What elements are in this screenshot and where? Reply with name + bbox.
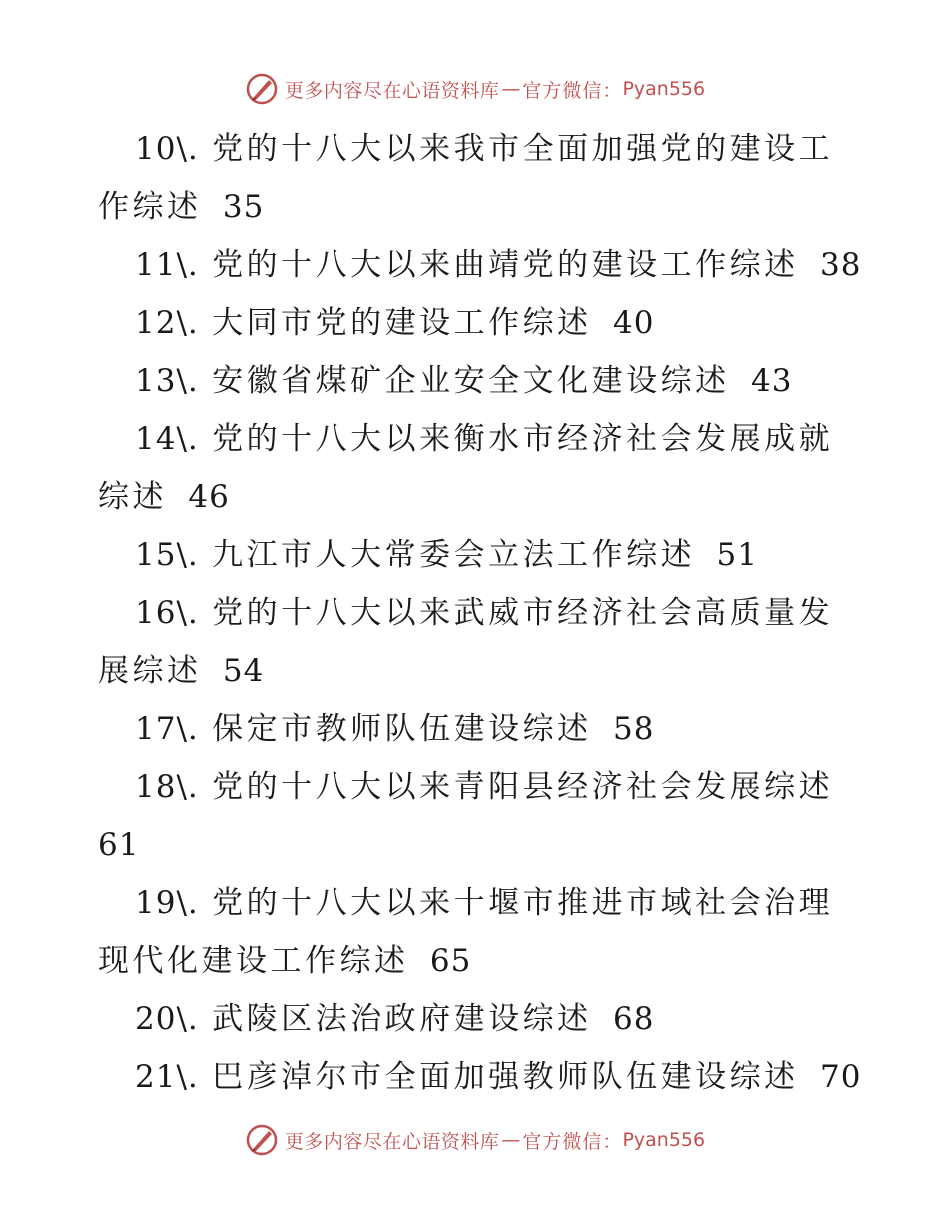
entry-page-number: 61	[98, 827, 140, 863]
entry-title: 党的十八大以来武威市经济社会高质量发	[212, 595, 834, 631]
entry-page-number: 70	[819, 1059, 862, 1095]
quill-pen-logo-icon	[245, 72, 279, 106]
toc-entry-19-continued	[0, 932, 471, 990]
entry-title: 党的十八大以来青阳县经济社会发展综述	[212, 769, 834, 805]
toc-entry-21	[0, 1048, 861, 1106]
entry-title: 安徽省煤矿企业安全文化建设综述	[212, 363, 730, 399]
entry-page-number: 68	[612, 1001, 655, 1037]
entry-number: 17\.	[135, 711, 199, 747]
footer-watermark	[0, 1122, 950, 1158]
entry-title: 党的十八大以来十堰市推进市域社会治理	[212, 885, 834, 921]
entry-number: 13\.	[135, 363, 199, 399]
toc-entry-10-continued	[0, 178, 264, 236]
entry-title: 党的十八大以来衡水市经济社会发展成就	[212, 421, 834, 457]
entry-title: 大同市党的建设工作综述	[212, 305, 592, 341]
toc-entry-18-continued	[0, 816, 139, 874]
entry-number: 14\.	[135, 421, 199, 457]
entry-title-continued: 展综述	[98, 653, 202, 689]
entry-number: 18\.	[135, 769, 199, 805]
watermark-official-label: 官方微信：	[522, 1130, 623, 1153]
entry-title: 党的十八大以来曲靖党的建设工作综述	[212, 247, 799, 283]
entry-page-number: 58	[612, 711, 655, 747]
watermark-separator: —	[501, 1129, 521, 1151]
entry-page-number: 40	[612, 305, 655, 341]
entry-title-continued: 综述	[98, 479, 167, 515]
watermark-site-text: 更多内容尽在心语资料库	[284, 79, 500, 102]
toc-entry-13	[0, 352, 792, 410]
entry-number: 21\.	[135, 1059, 199, 1095]
watermark-official-label: 官方微信：	[522, 79, 623, 102]
toc-entry-12	[0, 294, 654, 352]
toc-entry-18	[0, 758, 833, 816]
watermark-site-text: 更多内容尽在心语资料库	[284, 1130, 500, 1153]
watermark-separator: —	[501, 78, 521, 100]
entry-number: 10\.	[135, 131, 199, 167]
entry-title-continued: 作综述	[98, 189, 202, 225]
entry-number: 12\.	[135, 305, 199, 341]
toc-entry-11	[0, 236, 861, 294]
toc-entry-19	[0, 874, 833, 932]
entry-number: 19\.	[135, 885, 199, 921]
toc-entry-15	[0, 526, 758, 584]
entry-page-number: 65	[429, 943, 472, 979]
entry-number: 20\.	[135, 1001, 199, 1037]
entry-page-number: 46	[188, 479, 230, 515]
toc-entry-10	[0, 120, 833, 178]
toc-entry-16	[0, 584, 833, 642]
entry-title: 保定市教师队伍建设综述	[212, 711, 592, 747]
entry-title: 九江市人大常委会立法工作综述	[212, 537, 696, 573]
entry-page-number: 38	[819, 247, 862, 283]
toc-entry-14-continued	[0, 468, 230, 526]
entry-title: 党的十八大以来我市全面加强党的建设工	[212, 131, 834, 167]
entry-page-number: 51	[716, 537, 758, 573]
entry-title: 巴彦淖尔市全面加强教师队伍建设综述	[212, 1059, 799, 1095]
entry-title-continued: 现代化建设工作综述	[98, 943, 409, 979]
toc-entry-17	[0, 700, 654, 758]
toc-entry-14	[0, 410, 833, 468]
entry-number: 11\.	[135, 247, 199, 283]
toc-entry-16-continued	[0, 642, 264, 700]
entry-page-number: 54	[222, 653, 265, 689]
entry-title: 武陵区法治政府建设综述	[212, 1001, 592, 1037]
watermark-wechat-id: Pyan556	[622, 78, 706, 100]
watermark-wechat-id: Pyan556	[622, 1129, 706, 1151]
entry-number: 15\.	[135, 537, 199, 573]
quill-pen-logo-icon	[245, 1123, 279, 1157]
header-watermark	[0, 71, 950, 107]
toc-entry-20	[0, 990, 654, 1048]
entry-page-number: 43	[750, 363, 793, 399]
entry-page-number: 35	[222, 189, 265, 225]
entry-number: 16\.	[135, 595, 199, 631]
